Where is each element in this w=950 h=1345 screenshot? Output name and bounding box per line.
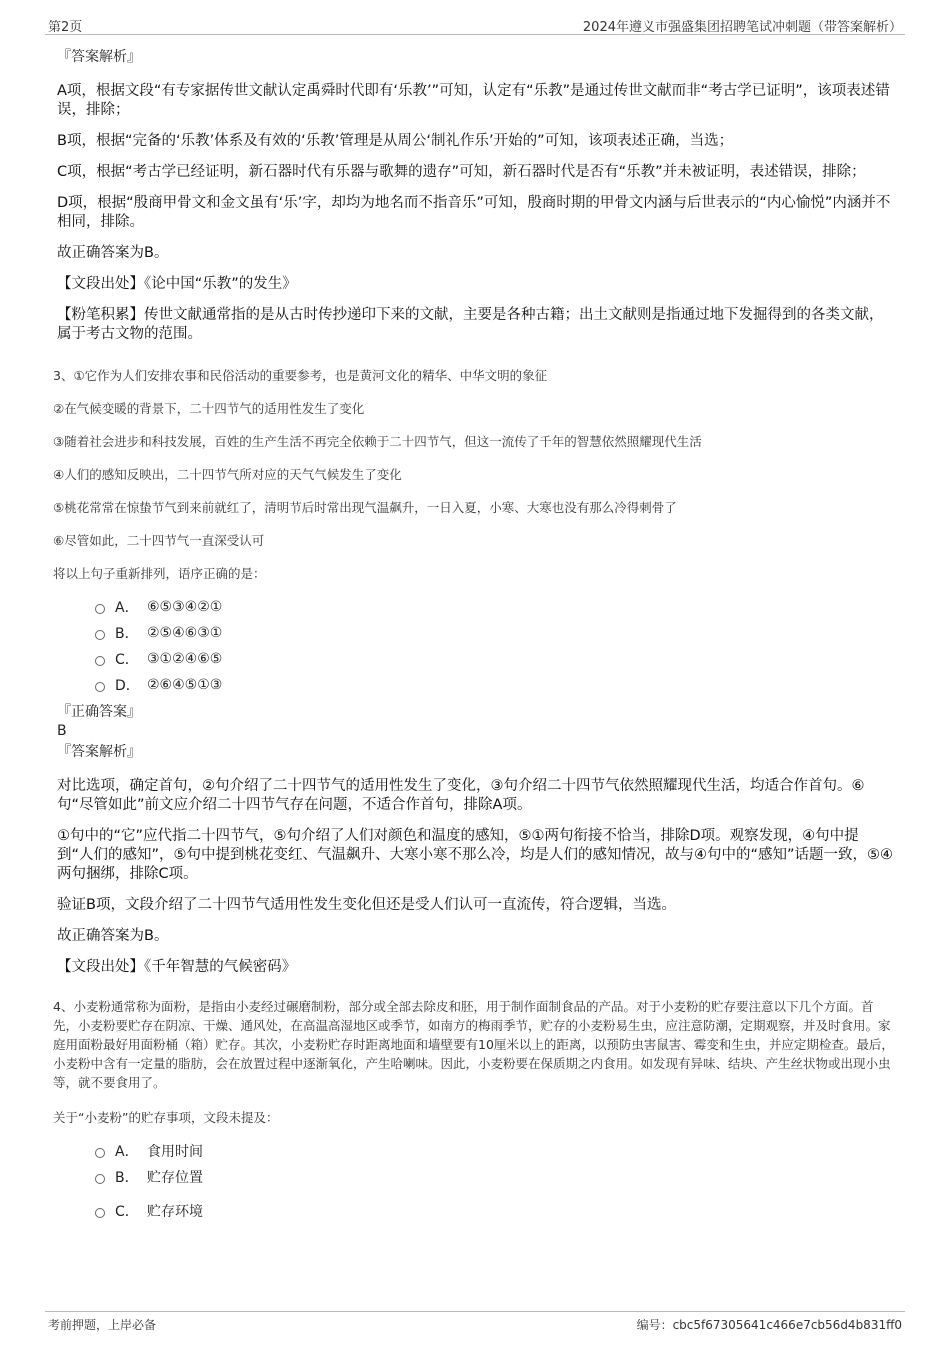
page-content [53,46,895,1227]
page-footer [45,1311,905,1334]
correct-answer-letter: B [57,723,67,739]
q4-option-b[interactable]: B． 贮存位置 [95,1167,895,1187]
analysis-para-a: A项，根据文段“有专家据传世文献认定禹舜时代即有‘乐教’”可知，认定有“乐教”是通过传世文献而非“考古学已证明”，该项表述错误，排除； [57,83,890,118]
q3-line: ⑥尽管如此，二十四节气一直深受认可 [53,533,265,548]
q3-line: ④人们的感知反映出，二十四节气所对应的天气气候发生了变化 [53,467,402,482]
radio-button-icon[interactable] [95,630,105,640]
answer-summary: 故正确答案为B。 [57,928,169,944]
radio-button-icon[interactable] [95,604,105,614]
analysis-title: 『答案解析』 [57,49,141,65]
footer-slogan: 考前押题，上岸必备 [48,1318,157,1332]
answer-summary: 故正确答案为B。 [57,245,169,261]
q3-line: 3、①它作为人们安排农事和民俗活动的重要参考，也是黄河文化的精华、中华文明的象征 [53,368,548,383]
page-number: 第2页 [48,20,83,35]
q3-analysis-para: 验证B项，文段介绍了二十四节气适用性发生变化但还是受人们认可一直流传，符合逻辑，当选。 [57,897,676,913]
q3-prompt: 将以上句子重新排列，语序正确的是： [53,566,266,581]
q4-option-c[interactable]: C． 贮存环境 [95,1201,895,1221]
q3-option-b[interactable]: B． ②⑤④⑥③① [95,623,895,643]
accumulation-note: 【粉笔积累】传世文献通常指的是从古时传抄递印下来的文献，主要是各种古籍；出土文献则是指通过地下发掘得到的各类文献，属于考古文物的范围。 [57,307,884,342]
document-title: 2024年遵义市强盛集团招聘笔试冲刺题（带答案解析） [582,20,902,35]
q3-option-c[interactable]: C． ③①②④⑥⑤ [95,649,895,669]
q3-analysis-para: 对比选项，确定首句，②句介绍了二十四节气的适用性发生了变化，③句介绍二十四节气依然照耀现代生活，均适合作首句。⑥句“尽管如此”前文应介绍二十四节气存在问题，不适合作首句，排除A项。 [57,778,865,813]
q4-passage: 4、小麦粉通常称为面粉，是指由小麦经过碾磨制粉，部分或全部去除皮和胚，用于制作面制食品的产品。对于小麦粉的贮存要注意以下几个方面。首先，小麦粉要贮存在阴凉、干燥、通风处，在高温高湿地区或季节，如南方的梅雨季节，贮存的小麦粉易生虫，应注意防潮，定期观察，并及时食用。家庭用面粉最好用面粉桶（箱）贮存。其次，小麦粉贮存时距离地面和墙壁要有10厘米以上的距离，以预防虫害鼠害、霉变和生虫，并应定期检查。最后，小麦粉中含有一定量的脂肪，会在放置过程中逐渐氧化，产生哈喇味。因此，小麦粉要在保质期之内食用。如发现有异味、结块、产生丝状物或出现小虫等，就不要食用了。 [53,999,894,1090]
q4-options [95,1141,895,1221]
radio-button-icon[interactable] [95,1208,105,1218]
analysis-title: 『答案解析』 [57,744,141,760]
radio-button-icon[interactable] [95,1174,105,1184]
correct-answer-title: 『正确答案』 [57,704,141,720]
q3-line: ③随着社会进步和科技发展，百姓的生产生活不再完全依赖于二十四节气，但这一流传了千年的智慧依然照耀现代生活 [53,434,702,449]
q3-option-a[interactable]: A． ⑥⑤③④②① [95,597,895,617]
page-header [45,12,905,35]
q4-option-a[interactable]: A． 食用时间 [95,1141,895,1161]
source-note: 【文段出处】《论中国“乐教”的发生》 [57,276,297,292]
analysis-para-b: B项，根据“完备的‘乐教’体系及有效的‘乐教’管理是从周公‘制礼作乐’开始的”可知，该项表述正确，当选； [57,133,734,149]
q3-line: ②在气候变暖的背景下，二十四节气的适用性发生了变化 [53,401,365,416]
analysis-para-c: C项，根据“考古学已经证明，新石器时代有乐器与歌舞的遗存”可知，新石器时代是否有“乐教”并未被证明，表述错误，排除； [57,164,866,180]
radio-button-icon[interactable] [95,682,105,692]
q4-prompt: 关于“小麦粉”的贮存事项，文段未提及： [53,1110,279,1125]
radio-button-icon[interactable] [95,1148,105,1158]
analysis-para-d: D项，根据“殷商甲骨文和金文虽有‘乐’字，却均为地名而不指音乐”可知，殷商时期的甲骨文内涵与后世表示的“内心愉悦”内涵并不相同，排除。 [57,195,891,230]
q3-options [95,597,895,695]
document-id: 编号：cbc5f67305641c466e7cb56d4b831ff0 [636,1318,902,1332]
q3-line: ⑤桃花常常在惊蛰节气到来前就红了，清明节后时常出现气温飙升，一日入夏，小寒、大寒也没有那么冷得刺骨了 [53,500,677,515]
source-note: 【文段出处】《千年智慧的气候密码》 [57,959,297,975]
q3-analysis-para: ①句中的“它”应代指二十四节气，⑤句介绍了人们对颜色和温度的感知，⑤①两句衔接不恰当，排除D项。观察发现，④句中提到“人们的感知”，⑤句中提到桃花变红、气温飙升、大寒小寒不那么冷，均是人们的感知情况，故与④句中的“感知”话题一致，⑤④两句捆绑，排除C项。 [57,828,894,882]
radio-button-icon[interactable] [95,656,105,666]
q3-option-d[interactable]: D． ②⑥④⑤①③ [95,675,895,695]
